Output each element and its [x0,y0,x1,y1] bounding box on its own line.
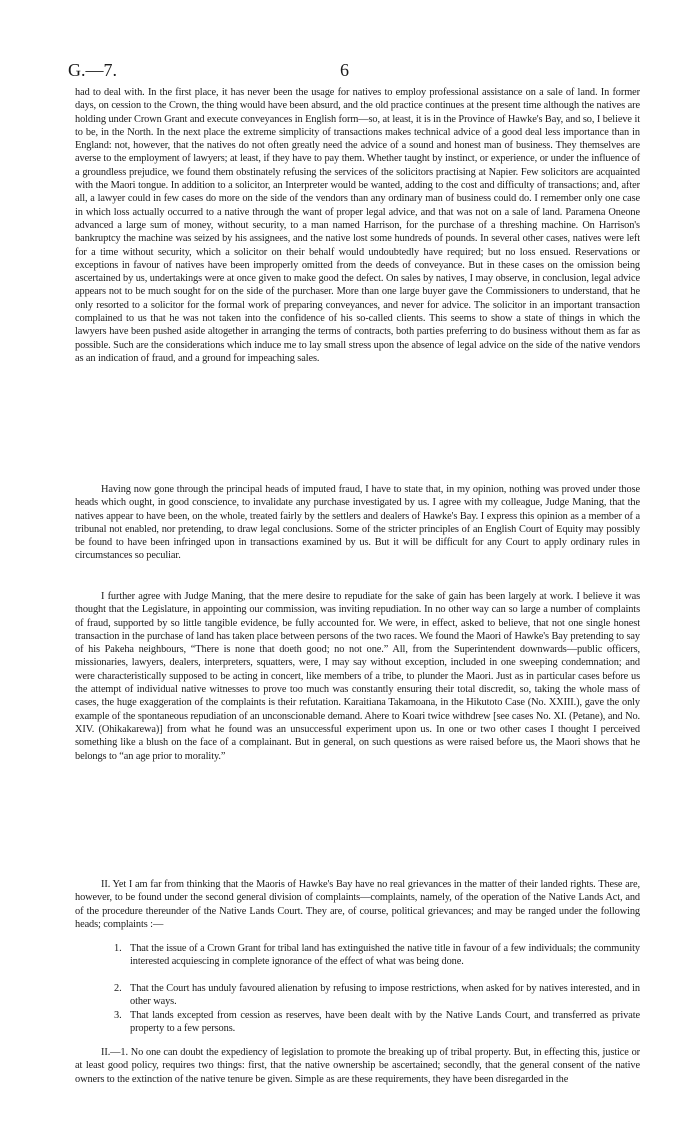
page-number: 6 [340,60,349,80]
paragraph-imputed-fraud: Having now gone through the principal heads of imputed fraud, I have to state that, in my opinion, nothing was proved under those heads which ought, in good conscience, to invalidate any purchase investigated by us. I agree with my colleague, Judge Maning, that the natives appear to have been, on the whole, treated fairly by the settlers and dealers of Hawke's Bay. I express this opinion as a member of a tribunal not enabled, nor pretending, to draw legal conclusions. Some of the stricter principles of an English Court of Equity may possibly be found to have been infringed upon in transactions examined by us. But it will be difficult for any Court to apply ordinary rules in circumstances so peculiar. [75,484,640,562]
paragraph-legal-advice: had to deal with. In the first place, it has never been the usage for natives to employ professional assistance on a sale of land. In former days, on cession to the Crown, the thing would have been absurd, and the old practice continues at the present time although the natives are holding under Crown Grant and execute conveyances in English form—so, at least, it is in the Province of Hawke's Bay, and so, I believe it to be, in the North. In the next place the extreme simplicity of transactions makes technical advice of a good deal less importance than in England: not, however, that the natives do not often greatly need the advice of a sound and honest man of business. They themselves are averse to the employment of lawyers; at least, if they have to pay them. Whether taught by instinct, or experience, or under the influence of a groundless prejudice, we found them obstinately refusing the services of the solicitors practising at Napier. Few solicitors are acquainted with the Maori tongue. In addition to a solicitor, an Interpreter would be wanted, adding to the cost and difficulty of transactions; and, after all, a lawyer could in few cases do more on the side of the vendors than any ordinary man of business could do. I remember only one case in which loss actually occurred to a native through the want of proper legal advice, and that was not on a sale of land. Paramena Oneone advanced a large sum of money, without security, to a man named Harrison, for the purchase of a threshing machine. On Harrison's bankruptcy the machine was seized by his assignees, and the native lost some hundreds of pounds. In several other cases, natives were left for a time without security, which a solicitor on their behalf would undoubtedly have required; but no loss ensued. Reservations or exceptions in favour of natives have been improperly omitted from the deeds of conveyance. But in these cases on the omission being ascertained by us, undertakings were at once given to make good the defect. On sales by natives, I may observe, in conclusion, legal advice appears not to be much sought for on the side of the purchaser. More than one large buyer gave the Commissioners to understand, that he only resorted to a solicitor for the formal work of preparing conveyances, and never for advice. The solicitor in an important transaction complained to us that he was not taken into the confidence of his so-called clients. This seems to show a state of things in which the lawyers have been pushed aside altogether in arranging the terms of contracts, both parties preferring to do business without them as far as possible. Such are the considerations which induce me to lay small stress upon the absence of legal advice on the side of the native vendors as an indication of fraud, and a ground for impeaching sales. [75,87,640,364]
list-item-complaint-1 [114,942,640,969]
list-item-complaint-3 [114,1009,640,1036]
paragraph-repudiation: I further agree with Judge Maning, that the mere desire to repudiate for the sake of gain has been largely at work. I believe it was thought that the Legislature, in appointing our commission, was inviting repudiation. In no other way can so large a number of complaints of fraud, supported by so little tangible evidence, be fully accounted for. We were, in effect, asked to believe, that not one single honest transaction in the purchase of land has taken place between persons of the two races. We found the Maori of Hawke's Bay pretending to say of his Pakeha neighbours, “There is none that doeth good; no not one.” All, from the Superintendent downwards—public officers, missionaries, lawyers, dealers, interpreters, squatters, were, I may say without exception, included in one sweeping condemnation; and were characteristically supposed to be acting in concert, like members of a tribe, to plunder the Maori. Just as in particular cases before us the attempt of individual native witnesses to prove too much was constantly ensuring their total discredit, so, taking the whole mass of cases, the huge exaggeration of the complaints is their refutation. Karaitiana Takamoana, in the Hikutoto Case (No. XXIII.), gave the only example of the spontaneous repudiation of an unconscionable demand. Ahere to Koari twice withdrew [see cases No. XI. (Petane), and No. XIV. (Ohikakarewa)] from what he found was an unsuccessful experiment upon us. In one or two other cases I thought I perceived something like a blush on the face of a complainant. But in general, on such questions as were raised before us, the Maori shows that he belongs to “an age prior to morality.” [75,591,640,762]
list-text: That the issue of a Crown Grant for tribal land has extinguished the native title in favour of a few individuals; the community interested acquiescing in complete ignorance of the effect of what was being done. [130,943,640,968]
list-number: 3. [114,1010,122,1021]
paragraph-closing: II.—1. No one can doubt the expediency of legislation to promote the breaking up of tribal property. But, in effecting this, justice or at least good policy, requires two things: first, that the native ownership be ascertained; secondly, that the general consent of the native owners to the extinction of the native tenure be given. Simple as are these requirements, they have been disregarded in the [75,1047,640,1085]
list-number: 1. [114,943,122,954]
paragraph-real-grievances: II. Yet I am far from thinking that the Maoris of Hawke's Bay have no real grievances in the matter of their landed rights. These are, however, to be found under the second general division of complaints—complaints, namely, of the operation of the Native Lands Act, and of the procedure thereunder of the Native Lands Court. They are, of course, political grievances; and may be ranged under the following heads; complaints :— [75,879,640,930]
list-text: That lands excepted from cession as reserves, have been dealt with by the Native Lands Court, and transferred as private property to a few persons. [130,1010,640,1035]
list-number: 2. [114,983,122,994]
page-reference: G.—7. [68,60,117,80]
list-text: That the Court has unduly favoured alienation by refusing to impose restrictions, when asked for by natives interested, and in other ways. [130,983,640,1008]
list-item-complaint-2 [114,982,640,1009]
